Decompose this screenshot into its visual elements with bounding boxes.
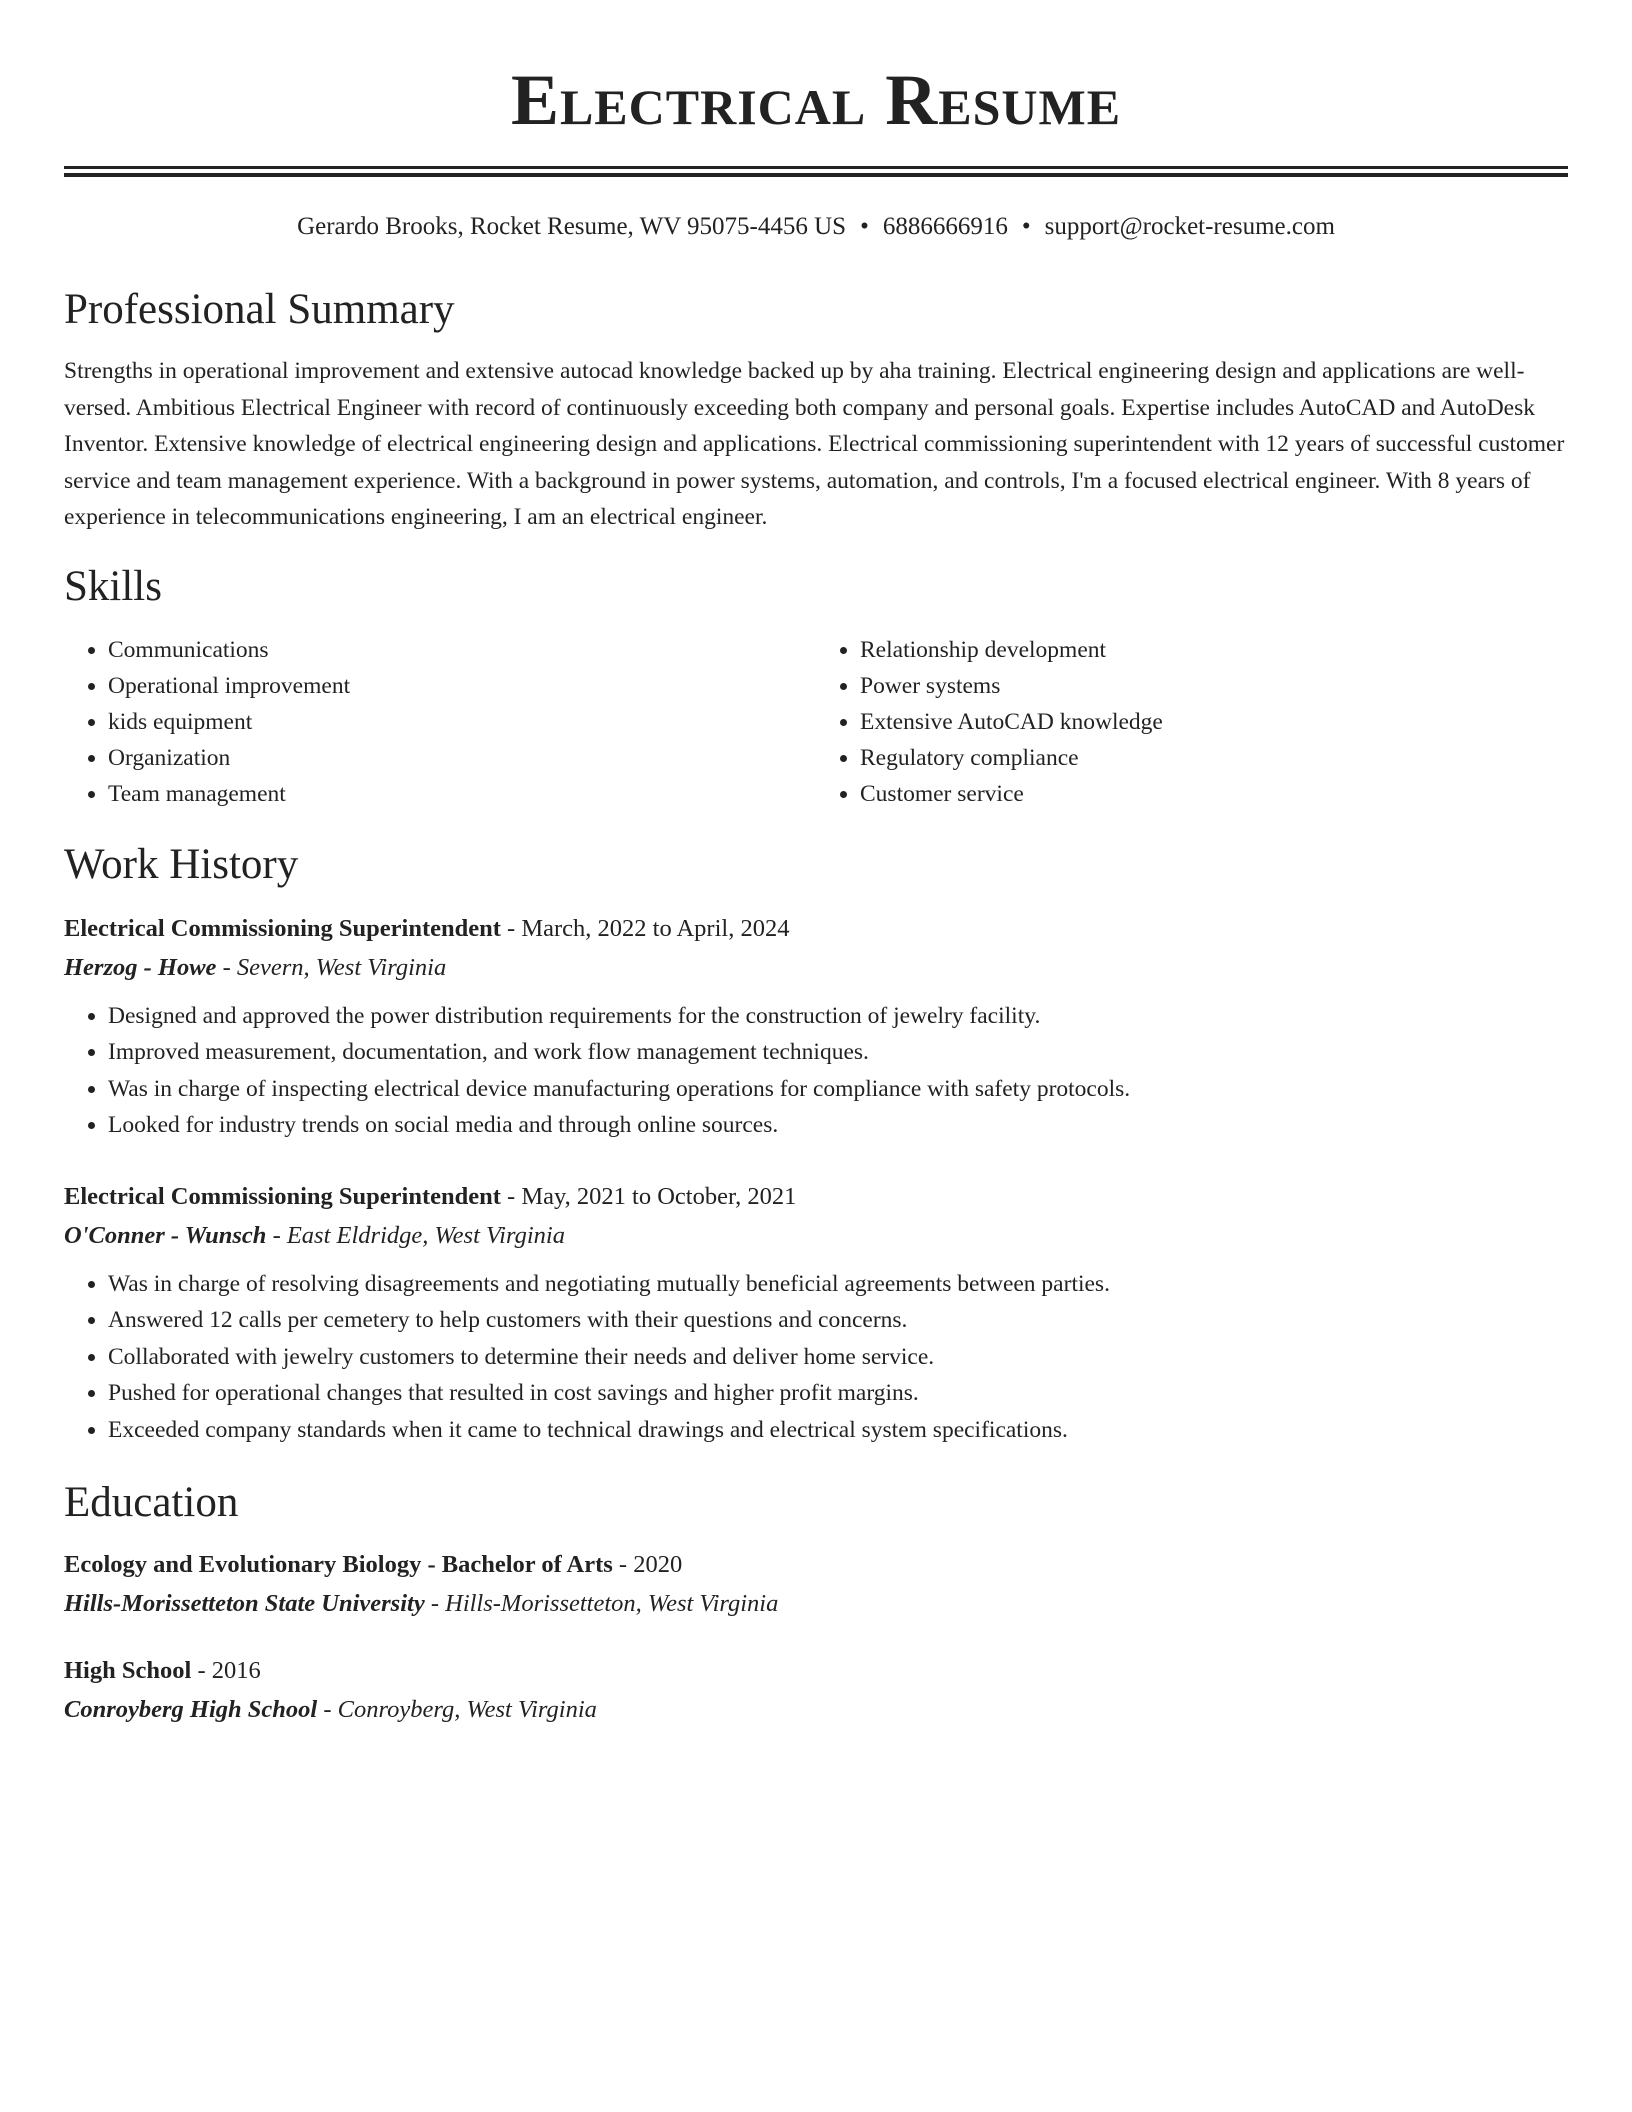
job-bullets [64, 998, 1568, 1144]
skills-column-left [64, 632, 816, 812]
contact-line [64, 211, 1568, 243]
skills-column-right [816, 632, 1568, 812]
job-title: Electrical Commissioning Superintendent [64, 914, 501, 942]
job-bullet: • Exceeded company standards when it came to technical drawings and electrical system specifications. [108, 1412, 1568, 1449]
job-role-line [64, 910, 1568, 948]
job-bullet: • Answered 12 calls per cemetery to help customers with their questions and concerns. [108, 1302, 1568, 1339]
summary-heading: Professional Summary [64, 286, 455, 333]
job-bullet: • Pushed for operational changes that resulted in cost savings and higher profit margins. [108, 1375, 1568, 1412]
job-bullet: • Improved measurement, documentation, and work flow management techniques. [108, 1034, 1568, 1071]
skill-item: • Organization [108, 740, 816, 776]
skills-list [64, 632, 1568, 812]
job-entry [64, 1178, 1568, 1449]
job-bullet: • Collaborated with jewelry customers to determine their needs and deliver home service. [108, 1339, 1568, 1376]
education-entry [64, 1652, 1568, 1730]
title-rule-bottom [64, 173, 1568, 177]
job-dates: - May, 2021 to October, 2021 [507, 1182, 797, 1210]
contact-address: Gerardo Brooks, Rocket Resume, WV 95075-4456 US [297, 213, 847, 240]
job-bullets [64, 1266, 1568, 1449]
skill-item: • Regulatory compliance [860, 740, 1568, 776]
job-title: Electrical Commissioning Superintendent [64, 1182, 501, 1210]
skill-item: • Team management [108, 776, 816, 812]
education-school: Hills-Morissetteton State University [64, 1590, 425, 1617]
summary-text: Strengths in operational improvement and extensive autocad knowledge backed up by aha training. Electrical engineering design and applications are well-versed. Ambitious Electrical Engineer with record of continuously exceeding both company and personal goals. Expertise includes AutoCAD and AutoDesk Inventor. Extensive knowledge of electrical engineering design and applications. Electrical commissioning superintendent with 12 years of successful customer service and team management experience. With a background in power systems, automation, and controls, I'm a focused electrical engineer. With 8 years of experience in telecommunications engineering, I am an electrical engineer. [64, 358, 1565, 530]
skill-item: • kids equipment [108, 704, 816, 740]
resume-title: Electrical Resume [510, 60, 1122, 140]
skill-item: • Operational improvement [108, 668, 816, 704]
job-entry [64, 910, 1568, 1144]
education-degree-line [64, 1546, 1568, 1584]
contact-separator: • [1021, 213, 1031, 240]
education-degree: High School [64, 1657, 192, 1684]
skill-item: • Communications [108, 632, 816, 668]
education-heading: Education [64, 1479, 239, 1526]
education-degree: Ecology and Evolutionary Biology - Bachelor of Arts [64, 1551, 613, 1578]
job-bullet: • Looked for industry trends on social media and through online sources. [108, 1107, 1568, 1144]
job-bullet: • Designed and approved the power distribution requirements for the construction of jewelry facility. [108, 998, 1568, 1035]
education-school-line [64, 1584, 1568, 1624]
education-entry [64, 1546, 1568, 1624]
job-dates: - March, 2022 to April, 2024 [507, 914, 790, 942]
job-role-line [64, 1178, 1568, 1216]
job-company-line [64, 1216, 1568, 1256]
education-year: - 2020 [618, 1551, 683, 1578]
title-rule-top [64, 166, 1568, 169]
job-bullet: • Was in charge of inspecting electrical device manufacturing operations for compliance with safety protocols. [108, 1071, 1568, 1108]
job-bullet: • Was in charge of resolving disagreements and negotiating mutually beneficial agreements between parties. [108, 1266, 1568, 1303]
job-company: O'Conner - Wunsch [64, 1221, 267, 1249]
skill-item: • Extensive AutoCAD knowledge [860, 704, 1568, 740]
skill-item: • Relationship development [860, 632, 1568, 668]
skills-heading: Skills [64, 562, 162, 610]
education-year: - 2016 [197, 1657, 261, 1684]
job-location: - Severn, West Virginia [222, 953, 447, 981]
work-history-heading: Work History [64, 840, 299, 888]
education-degree-line [64, 1652, 1568, 1690]
education-school: Conroyberg High School [64, 1696, 318, 1723]
education-location: - Hills-Morissetteton, West Virginia [430, 1590, 779, 1617]
skill-item: • Power systems [860, 668, 1568, 704]
job-company: Herzog - Howe [64, 953, 217, 981]
education-location: - Conroyberg, West Virginia [323, 1696, 597, 1723]
education-school-line [64, 1690, 1568, 1730]
contact-phone: 6886666916 [882, 213, 1008, 240]
skill-item: • Customer service [860, 776, 1568, 812]
contact-email: support@rocket-resume.com [1044, 213, 1335, 240]
job-location: - East Eldridge, West Virginia [272, 1221, 565, 1249]
contact-separator: • [860, 213, 869, 240]
job-company-line [64, 948, 1568, 988]
